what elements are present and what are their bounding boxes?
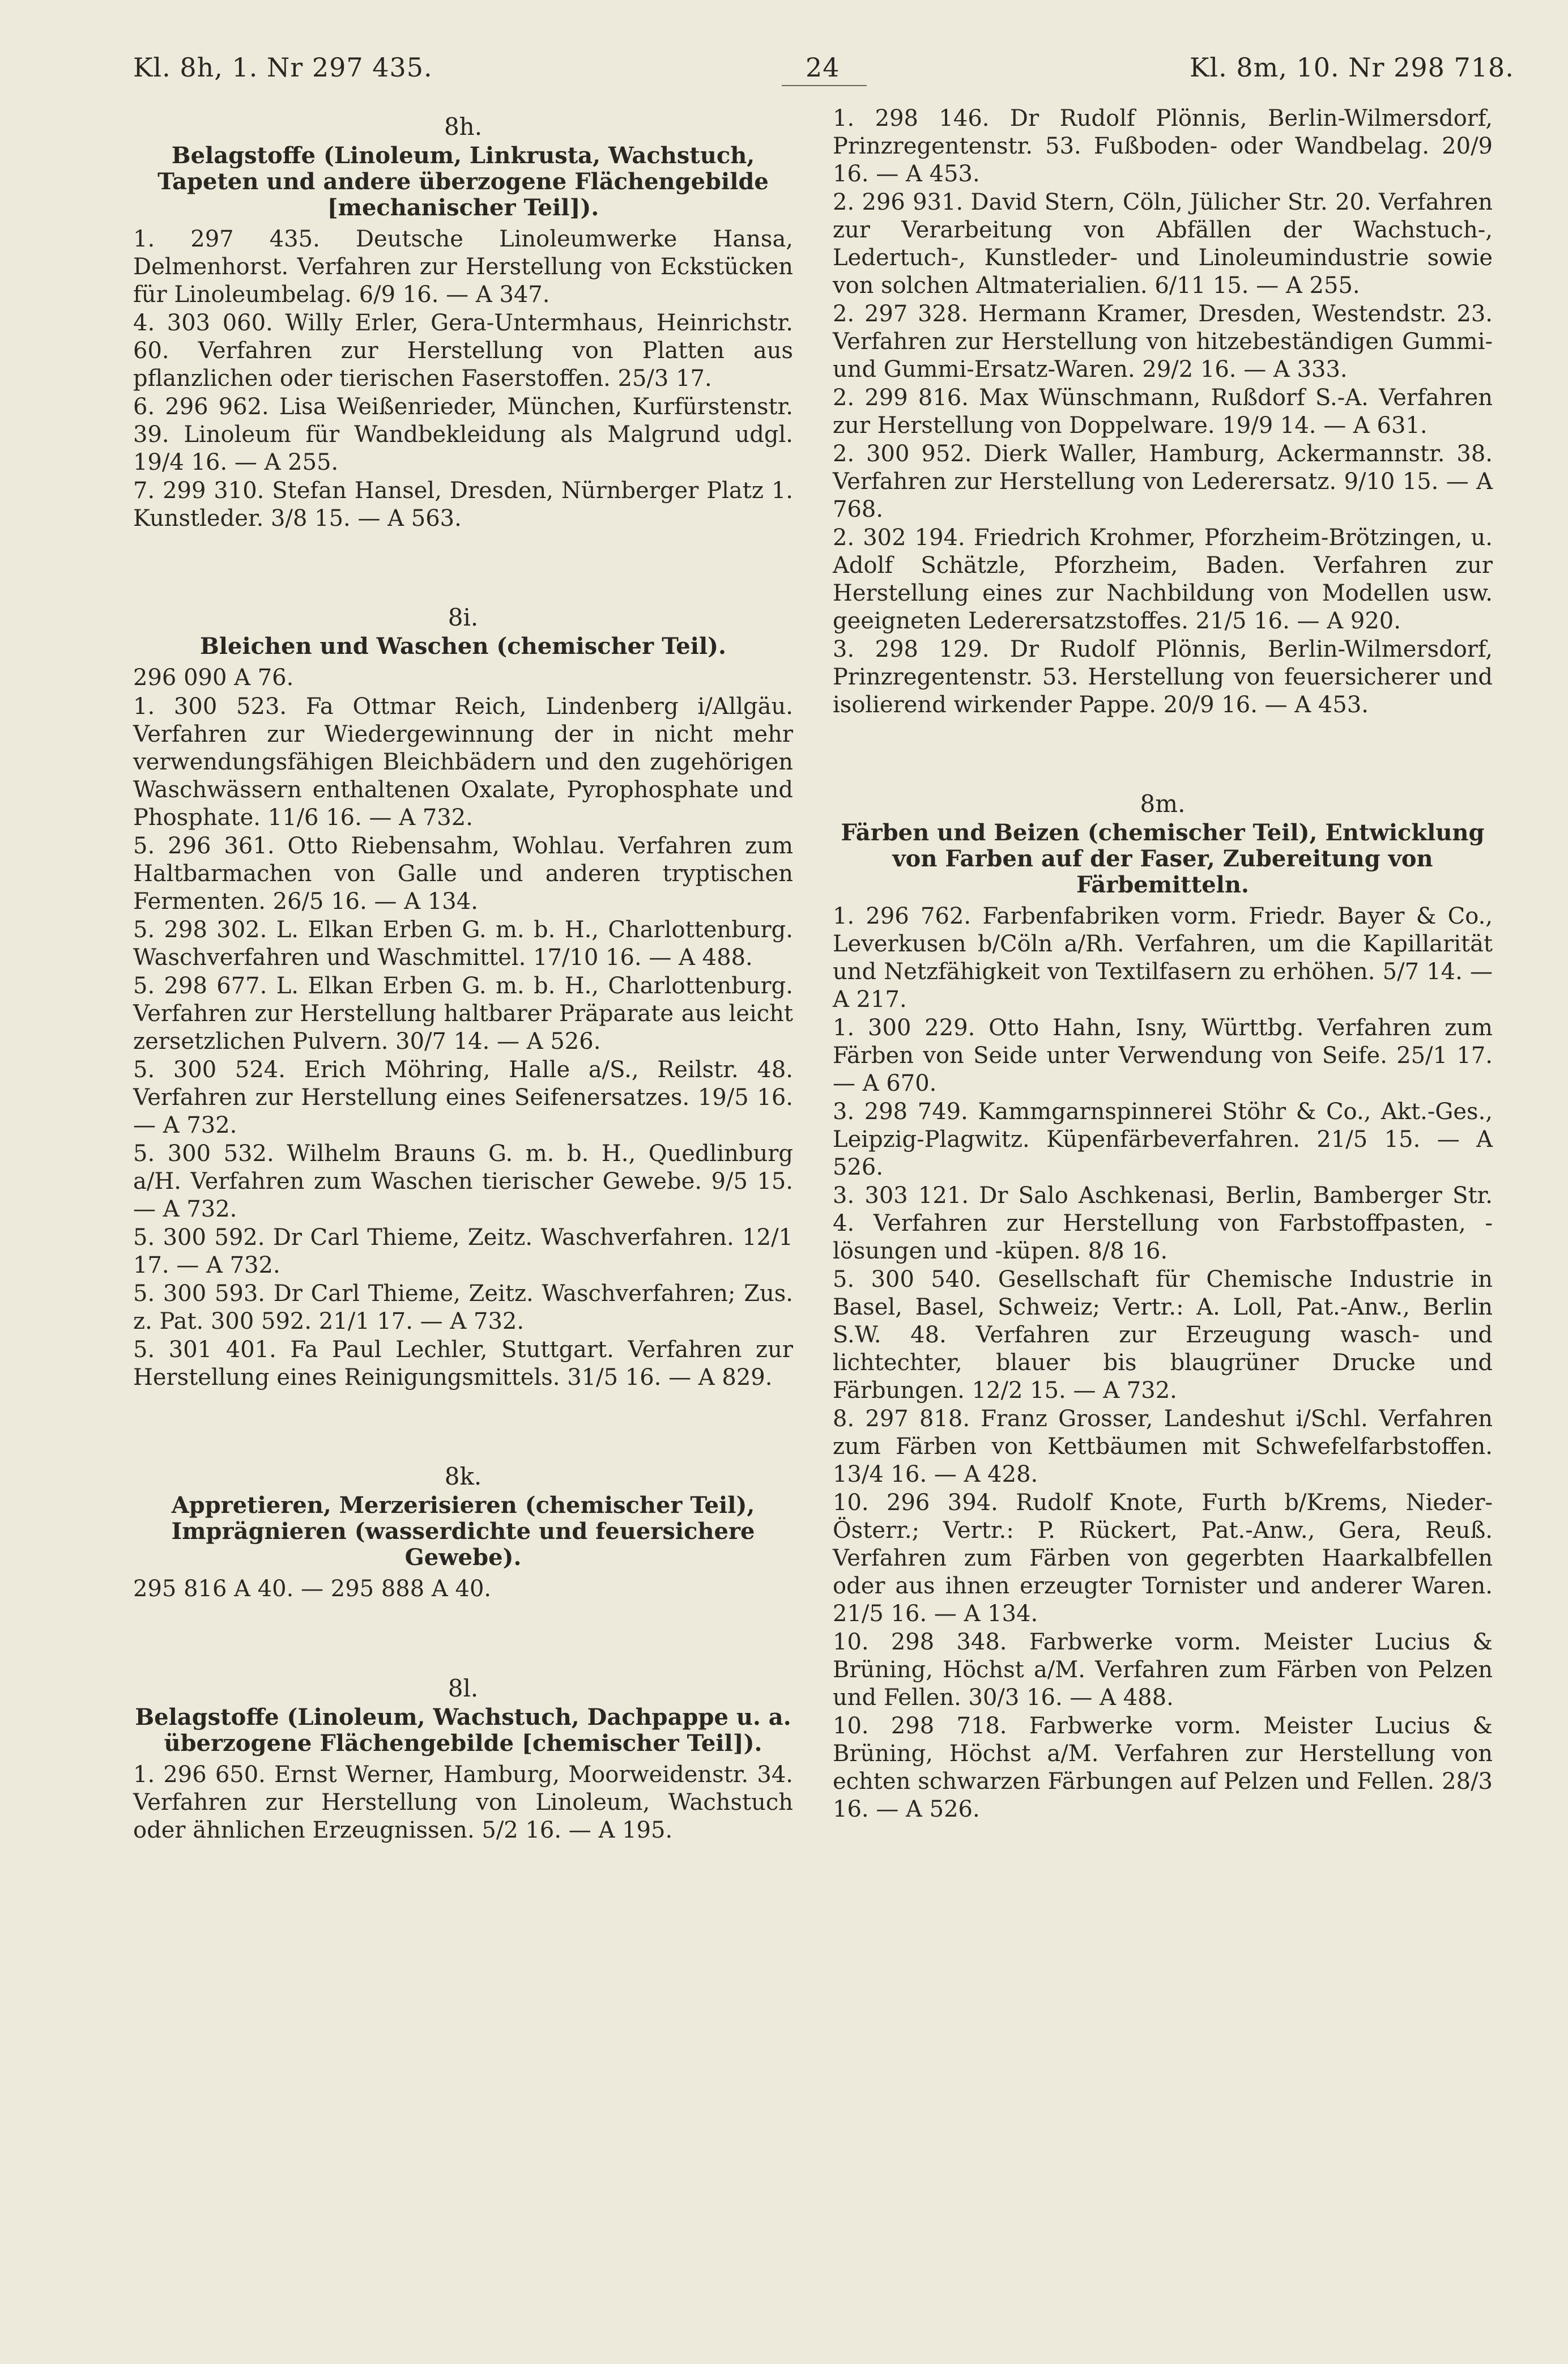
- patent-entry: 3. 298 129. Dr Rudolf Plönnis, Berlin-Wilmersdorf, Prinzregentenstr. 53. Herstellung von feuersicherer und isolierend wirkender Pappe. 20/9 16. — A 453.: [833, 636, 1493, 718]
- section-title: Bleichen und Waschen (chemischer Teil).: [200, 633, 726, 660]
- patent-entry: 1. 300 523. Fa Ottmar Reich, Lindenberg i/Allgäu. Verfahren zur Wiedergewinnung der in nicht mehr verwendungsfähigen Bleichbädern und den zugehörigen Waschwässern enthaltenen Oxalate, Pyrophosphate und Phosphate. 11/6 16. — A 732.: [133, 694, 793, 831]
- patent-entry: 2. 297 328. Hermann Kramer, Dresden, Westendstr. 23. Verfahren zur Herstellung von hitzebeständigen Gummi- und Gummi-Ersatz-Waren. 29/2 16. — A 333.: [833, 301, 1493, 382]
- patent-entry: 1. 296 650. Ernst Werner, Hamburg, Moorweidenstr. 34. Verfahren zur Herstellung von Linoleum, Wachstuch oder ähnlichen Erzeugnissen. 5/2 16. — A 195.: [133, 1762, 793, 1843]
- patent-entry: 5. 301 401. Fa Paul Lechler, Stuttgart. Verfahren zur Herstellung eines Reinigungsmittels. 31/5 16. — A 829.: [133, 1337, 793, 1391]
- section-intro: 296 090 A 76.: [133, 665, 294, 691]
- section-code: 8l.: [448, 1674, 479, 1702]
- patent-entry: 5. 296 361. Otto Riebensahm, Wohlau. Verfahren zum Haltbarmachen von Galle und anderen tryptischen Fermenten. 26/5 16. — A 134.: [133, 833, 793, 915]
- patent-entry: 8. 297 818. Franz Grosser, Landeshut i/Schl. Verfahren zum Färben von Kettbäumen mit Schwefelfarbstoffen. 13/4 16. — A 428.: [833, 1406, 1493, 1487]
- patent-entry: 10. 298 348. Farbwerke vorm. Meister Lucius & Brüning, Höchst a/M. Verfahren zum Färben von Pelzen und Fellen. 30/3 16. — A 488.: [833, 1629, 1493, 1711]
- patent-entry: 1. 296 762. Farbenfabriken vorm. Friedr. Bayer & Co., Leverkusen b/Cöln a/Rh. Verfahren, um die Kapillarität und Netzfähigkeit von Textilfasern zu erhöhen. 5/7 14. — A 217.: [833, 903, 1493, 1013]
- patent-entry: 1. 300 229. Otto Hahn, Isny, Württbg. Verfahren zum Färben von Seide unter Verwendung von Seife. 25/1 17. — A 670.: [833, 1015, 1493, 1096]
- section-title: Appretieren, Merzerisieren (chemischer Teil), Imprägnieren (wasserdichte und feuersichere Gewebe).: [171, 1492, 755, 1571]
- header-left: Kl. 8h, 1. Nr 297 435.: [133, 52, 433, 83]
- section-title: Färben und Beizen (chemischer Teil), Entwicklung von Farben auf der Faser, Zubereitung von Färbemitteln.: [841, 819, 1485, 898]
- section-code: 8i.: [448, 603, 479, 631]
- patent-entry: 5. 300 524. Erich Möhring, Halle a/S., Reilstr. 48. Verfahren zur Herstellung eines Seifenersatzes. 19/5 16. — A 732.: [133, 1057, 793, 1138]
- patent-entry: 5. 300 593. Dr Carl Thieme, Zeitz. Waschverfahren; Zus. z. Pat. 300 592. 21/1 17. — A 732.: [133, 1281, 793, 1334]
- patent-entry: 7. 299 310. Stefan Hansel, Dresden, Nürnberger Platz 1. Kunstleder. 3/8 15. — A 563.: [133, 478, 793, 532]
- patent-entry: 5. 300 532. Wilhelm Brauns G. m. b. H., Quedlinburg a/H. Verfahren zum Waschen tierischer Gewebe. 9/5 15. — A 732.: [133, 1141, 793, 1222]
- patent-entry: 3. 303 121. Dr Salo Aschkenasi, Berlin, Bamberger Str. 4. Verfahren zur Herstellung von Farbstoffpasten, -lösungen und -küpen. 8/8 16.: [833, 1183, 1493, 1264]
- patent-entry: 10. 296 394. Rudolf Knote, Furth b/Krems, Nieder-Österr.; Vertr.: P. Rückert, Pat.-Anw., Gera, Reuß. Verfahren zum Färben von gegerbten Haarkalbfellen oder aus ihnen erzeugter Tornister und anderer Waren. 21/5 16. — A 134.: [833, 1490, 1493, 1627]
- page-number: 24: [806, 52, 840, 83]
- right-column: [833, 105, 1493, 1824]
- patent-entry: 5. 300 592. Dr Carl Thieme, Zeitz. Waschverfahren. 12/1 17. — A 732.: [133, 1224, 793, 1278]
- section-title: Belagstoffe (Linoleum, Linkrusta, Wachstuch, Tapeten und andere überzogene Flächengebilde [mechanischer Teil]).: [157, 142, 769, 221]
- patent-entry: 5. 298 677. L. Elkan Erben G. m. b. H., Charlottenburg. Verfahren zur Herstellung haltbarer Präparate aus leicht zersetzlichen Pulvern. 30/7 14. — A 526.: [133, 973, 793, 1055]
- patent-entry: 10. 298 718. Farbwerke vorm. Meister Lucius & Brüning, Höchst a/M. Verfahren zur Herstellung von echten schwarzen Färbungen auf Pelzen und Fellen. 28/3 16. — A 526.: [833, 1713, 1493, 1822]
- header-rule: [782, 85, 867, 86]
- header-right: Kl. 8m, 10. Nr 298 718.: [1190, 52, 1514, 83]
- patent-entry: 3. 298 749. Kammgarnspinnerei Stöhr & Co., Akt.-Ges., Leipzig-Plagwitz. Küpenfärbeverfahren. 21/5 15. — A 526.: [833, 1099, 1493, 1180]
- left-column: [133, 105, 793, 1845]
- patent-entry: 2. 299 816. Max Wünschmann, Rußdorf S.-A. Verfahren zur Herstellung von Doppelware. 19/9 14. — A 631.: [833, 385, 1493, 439]
- patent-entry: 2. 296 931. David Stern, Cöln, Jülicher Str. 20. Verfahren zur Verarbeitung von Abfällen der Wachstuch-, Ledertuch-, Kunstleder- und Linoleumindustrie sowie von solchen Altmaterialien. 6/11 15. — A 255.: [833, 189, 1493, 299]
- patent-entry: 1. 297 435. Deutsche Linoleumwerke Hansa, Delmenhorst. Verfahren zur Herstellung von Eckstücken für Linoleumbelag. 6/9 16. — A 347.: [133, 226, 793, 308]
- section-code: 8h.: [444, 113, 483, 141]
- section-code: 8m.: [1140, 790, 1186, 818]
- patent-entry: 1. 298 146. Dr Rudolf Plönnis, Berlin-Wilmersdorf, Prinzregentenstr. 53. Fußboden- oder Wandbelag. 20/9 16. — A 453.: [833, 105, 1493, 187]
- section-code: 8k.: [444, 1462, 482, 1490]
- patent-entry: 5. 298 302. L. Elkan Erben G. m. b. H., Charlottenburg. Waschverfahren und Waschmittel. 17/10 16. — A 488.: [133, 917, 793, 971]
- patent-entry: 4. 303 060. Willy Erler, Gera-Untermhaus, Heinrichstr. 60. Verfahren zur Herstellung von Platten aus pflanzlichen oder tierischen Faserstoffen. 25/3 17.: [133, 310, 793, 392]
- patent-entry: 6. 296 962. Lisa Weißenrieder, München, Kurfürstenstr. 39. Linoleum für Wandbekleidung als Malgrund udgl. 19/4 16. — A 255.: [133, 394, 793, 475]
- patent-entry: 2. 300 952. Dierk Waller, Hamburg, Ackermannstr. 38. Verfahren zur Herstellung von Lederersatz. 9/10 15. — A 768.: [833, 441, 1493, 522]
- patent-entry: 5. 300 540. Gesellschaft für Chemische Industrie in Basel, Basel, Schweiz; Vertr.: A. Loll, Pat.-Anw., Berlin S.W. 48. Verfahren zur Erzeugung wasch- und lichtechter, blauer bis blaugrüner Drucke und Färbungen. 12/2 15. — A 732.: [833, 1266, 1493, 1404]
- patent-entry: 2. 302 194. Friedrich Krohmer, Pforzheim-Brötzingen, u. Adolf Schätzle, Pforzheim, Baden. Verfahren zur Herstellung eines zur Nachbildung von Modellen usw. geeigneten Lederersatzstoffes. 21/5 16. — A 920.: [833, 525, 1493, 634]
- section-intro: 295 816 A 40. — 295 888 A 40.: [133, 1576, 492, 1602]
- section-title: Belagstoffe (Linoleum, Wachstuch, Dachpappe u. a. überzogene Flächengebilde [chemischer Teil]).: [135, 1704, 791, 1757]
